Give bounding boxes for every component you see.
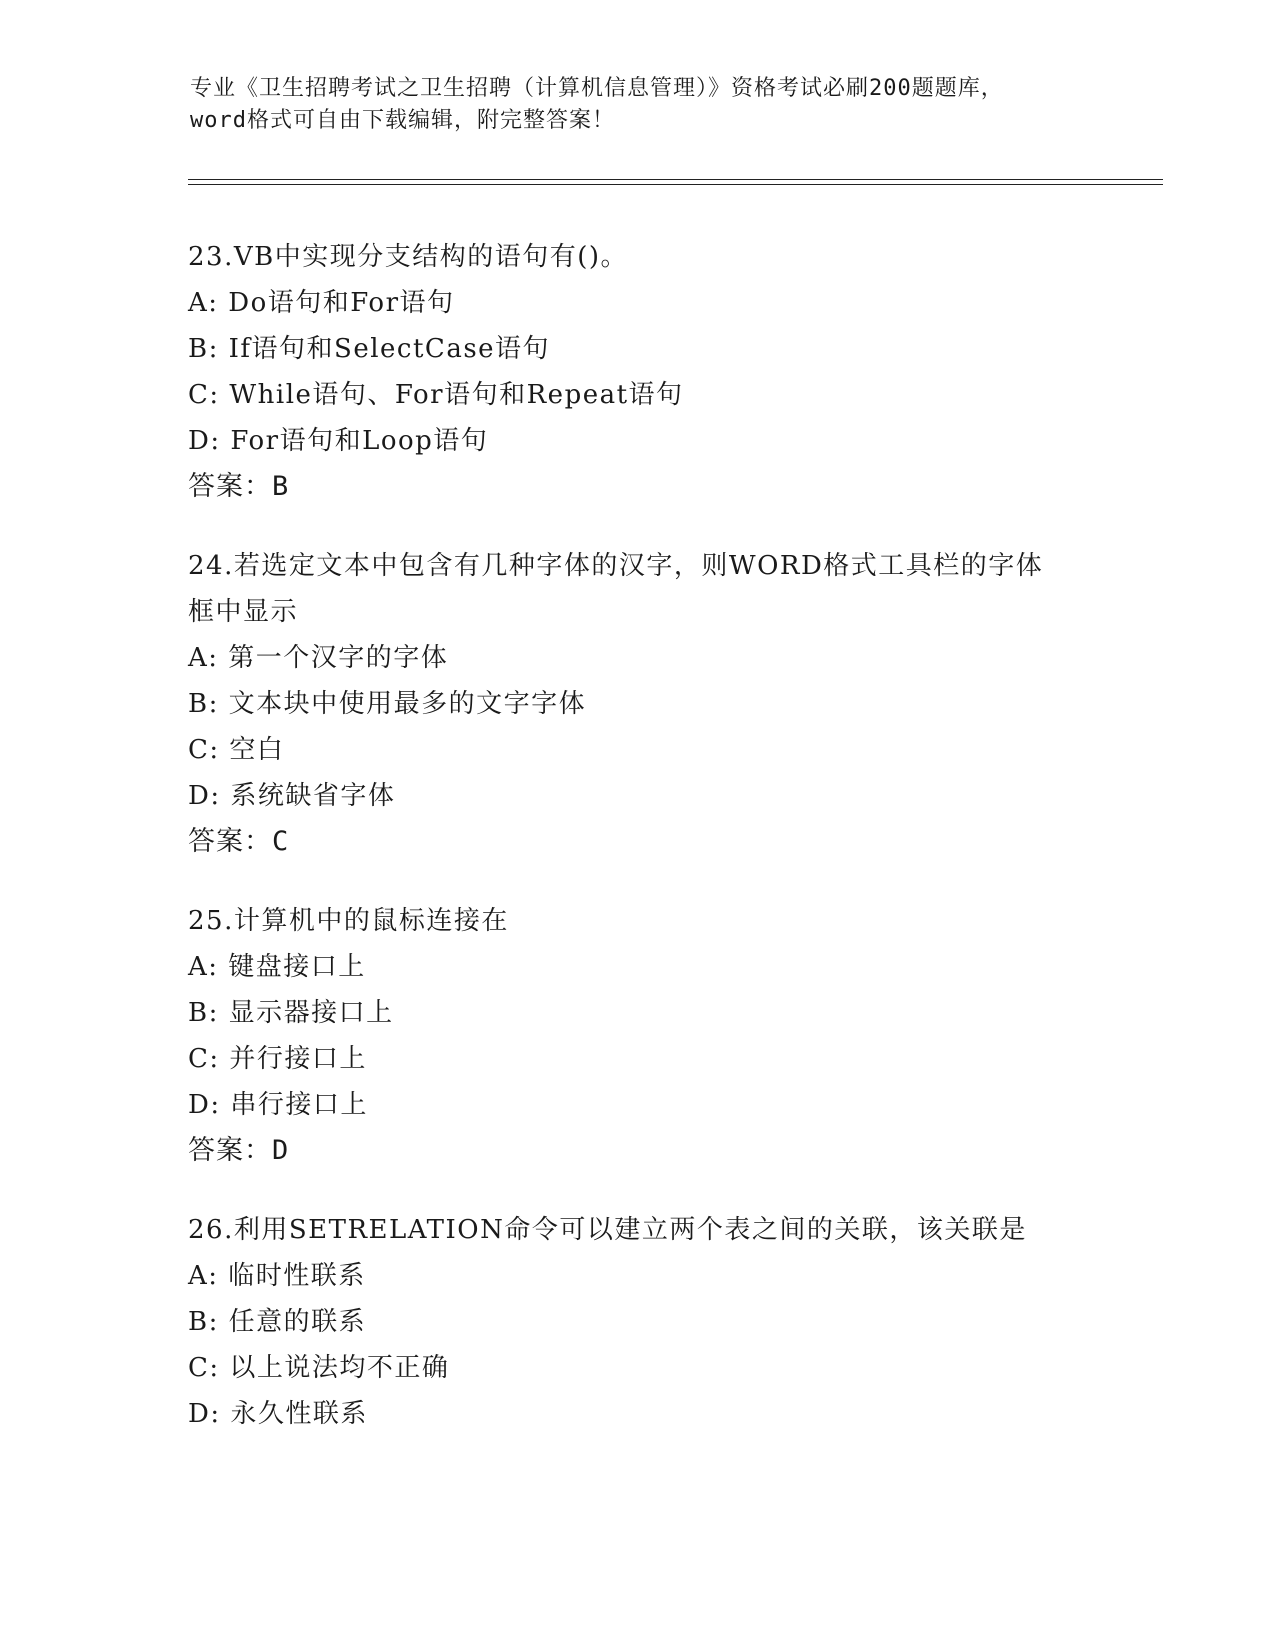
question-26 <box>188 1207 1138 1437</box>
option-c: C: 空白 <box>188 735 285 765</box>
option-a: A: 键盘接口上 <box>188 952 366 982</box>
question-stem: 24.若选定文本中包含有几种字体的汉字，则WORD格式工具栏的字体 <box>188 551 1044 581</box>
header-line-2: word格式可自由下载编辑，附完整答案！ <box>190 108 615 133</box>
option-d: D: 系统缺省字体 <box>188 781 396 811</box>
document-header <box>190 73 1090 137</box>
question-stem: 26.利用SETRELATION命令可以建立两个表之间的关联，该关联是 <box>188 1215 1027 1245</box>
answer: 答案：D <box>188 1135 290 1166</box>
option-b: B: 显示器接口上 <box>188 998 394 1028</box>
answer: 答案：B <box>188 471 290 502</box>
option-c: C: 并行接口上 <box>188 1044 367 1074</box>
option-a: A: Do语句和For语句 <box>188 288 455 318</box>
header-line-1: 专业《卫生招聘考试之卫生招聘（计算机信息管理）》资格考试必刷200题题库， <box>190 76 1004 101</box>
option-a: A: 临时性联系 <box>188 1261 366 1291</box>
option-d: D: For语句和Loop语句 <box>188 426 489 456</box>
question-stem: 23.VB中实现分支结构的语句有()。 <box>188 242 629 272</box>
answer: 答案：C <box>188 826 290 857</box>
option-c: C: While语句、For语句和Repeat语句 <box>188 380 684 410</box>
question-list <box>188 234 1138 1470</box>
option-b: B: 文本块中使用最多的文字字体 <box>188 689 587 719</box>
option-d: D: 永久性联系 <box>188 1399 368 1429</box>
option-d: D: 串行接口上 <box>188 1090 368 1120</box>
header-divider-top <box>188 179 1163 180</box>
question-25 <box>188 898 1138 1174</box>
question-23 <box>188 234 1138 510</box>
option-a: A: 第一个汉字的字体 <box>188 643 449 673</box>
header-divider-bottom <box>188 184 1163 185</box>
option-c: C: 以上说法均不正确 <box>188 1353 450 1383</box>
option-b: B: 任意的联系 <box>188 1307 367 1337</box>
question-stem-continued: 框中显示 <box>188 597 299 627</box>
question-stem: 25.计算机中的鼠标连接在 <box>188 906 509 936</box>
question-24 <box>188 543 1138 865</box>
option-b: B: If语句和SelectCase语句 <box>188 334 551 364</box>
